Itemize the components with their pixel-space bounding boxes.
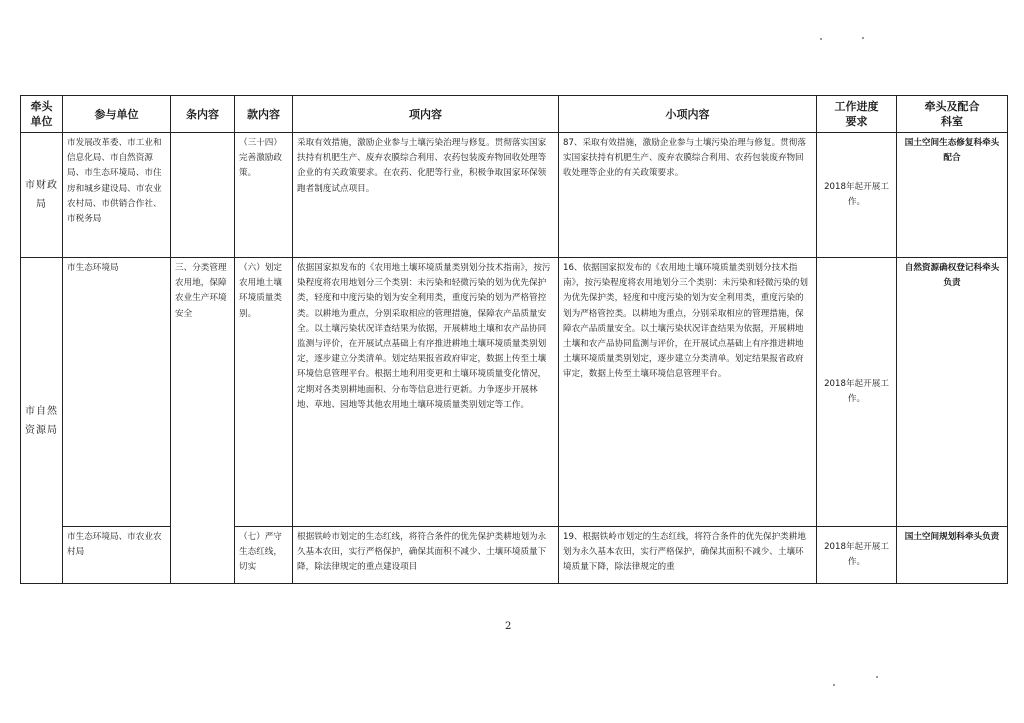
table-row — [21, 527, 1008, 584]
table-header-row — [21, 96, 1008, 133]
cell-dept: 自然资源确权登记科牵头负责 — [897, 258, 1008, 527]
cell-participants: 市发展改革委、市工业和信息化局、市自然资源局、市生态环境局、市住房和城乡建设局、市农业农村局、市供销合作社、市税务局 — [63, 133, 171, 258]
header-dept: 牵头及配合 科室 — [897, 96, 1008, 133]
scan-speck — [820, 38, 822, 40]
cell-progress: 2018年起开展工作。 — [817, 258, 897, 527]
scan-speck — [876, 676, 878, 678]
cell-participants: 市生态环境局 — [63, 258, 171, 527]
header-section: 款内容 — [235, 96, 293, 133]
cell-article: 三、分类管理农用地，保障农业生产环境安全 — [171, 258, 235, 584]
cell-article — [171, 133, 235, 258]
header-lead-unit: 牵头 单位 — [21, 96, 63, 133]
cell-dept: 国土空间生态修复科牵头配合 — [897, 133, 1008, 258]
header-participants: 参与单位 — [63, 96, 171, 133]
cell-lead: 市财政局 — [21, 133, 63, 258]
scan-speck — [862, 37, 864, 39]
header-article: 条内容 — [171, 96, 235, 133]
cell-item: 根据铁岭市划定的生态红线，将符合条件的优先保护类耕地划为永久基本农田，实行严格保护，确保其面积不减少、土壤环境质量下降，除法律规定的重点建设项目 — [293, 527, 559, 584]
cell-item: 采取有效措施，激励企业参与土壤污染治理与修复。贯彻落实国家扶持有机肥生产、废弃农膜综合利用、农药包装废弃物回收处理等企业的有关政策要求。在农药、化肥等行业，积极争取国家环保领跑者制度试点项目。 — [293, 133, 559, 258]
cell-participants: 市生态环境局、市农业农村局 — [63, 527, 171, 584]
cell-subitem: 16、依据国家拟发布的《农用地土壤环境质量类别划分技术指南》，按污染程度将农用地划分三个类别：未污染和轻微污染的划为优先保护类，轻度和中度污染的划为安全利用类，重度污染的划为严格管控类。以耕地为重点，分别采取相应的管理措施，保障农产品质量安全。以土壤污染状况详查结果为依据，开展耕地土壤和农产品协同监测与评价，在开展试点基础上有序推进耕地土壤环境质量类别划定，逐步建立分类清单。划定结果报省政府审定，数据上传至土壤环境信息管理平台。 — [559, 258, 817, 527]
page-number: 2 — [505, 621, 512, 632]
cell-section: （三十四）完善激励政策。 — [235, 133, 293, 258]
cell-lead: 市自然资源局 — [21, 258, 63, 584]
cell-subitem: 19、根据铁岭市划定的生态红线，将符合条件的优先保护类耕地划为永久基本农田，实行严格保护，确保其面积不减少、土壤环境质量下降，除法律规定的重 — [559, 527, 817, 584]
cell-section: （六）划定农用地土壤环境质量类别。 — [235, 258, 293, 527]
task-table — [20, 95, 1008, 584]
header-progress: 工作进度 要求 — [817, 96, 897, 133]
cell-dept: 国土空间规划科牵头负责 — [897, 527, 1008, 584]
header-subitem: 小项内容 — [559, 96, 817, 133]
cell-progress: 2018年起开展工作。 — [817, 527, 897, 584]
scan-speck — [833, 684, 835, 686]
table-row — [21, 258, 1008, 527]
table-row — [21, 133, 1008, 258]
cell-subitem: 87、采取有效措施，激励企业参与土壤污染治理与修复。贯彻落实国家扶持有机肥生产、废弃农膜综合利用、农药包装废弃物回收处理等企业的有关政策要求。 — [559, 133, 817, 258]
header-item: 项内容 — [293, 96, 559, 133]
cell-section: （七）严守生态红线，切实 — [235, 527, 293, 584]
cell-progress: 2018年起开展工作。 — [817, 133, 897, 258]
cell-item: 依据国家拟发布的《农用地土壤环境质量类别划分技术指南》，按污染程度将农用地划分三个类别：未污染和轻微污染的划为优先保护类，轻度和中度污染的划为安全利用类，重度污染的划为严格管控类。以耕地为重点，分别采取相应的管理措施，保障农产品质量安全。以土壤污染状况详查结果为依据，开展耕地土壤和农产品协同监测与评价，在开展试点基础上有序推进耕地土壤环境质量类别划定，逐步建立分类清单。划定结果报省政府审定，数据上传至土壤环境信息管理平台。根据土地利用变更和土壤环境质量变化情况，定期对各类别耕地面积、分布等信息进行更新。力争逐步开展林地、草地、园地等其他农用地土壤环境质量类别划定等工作。 — [293, 258, 559, 527]
